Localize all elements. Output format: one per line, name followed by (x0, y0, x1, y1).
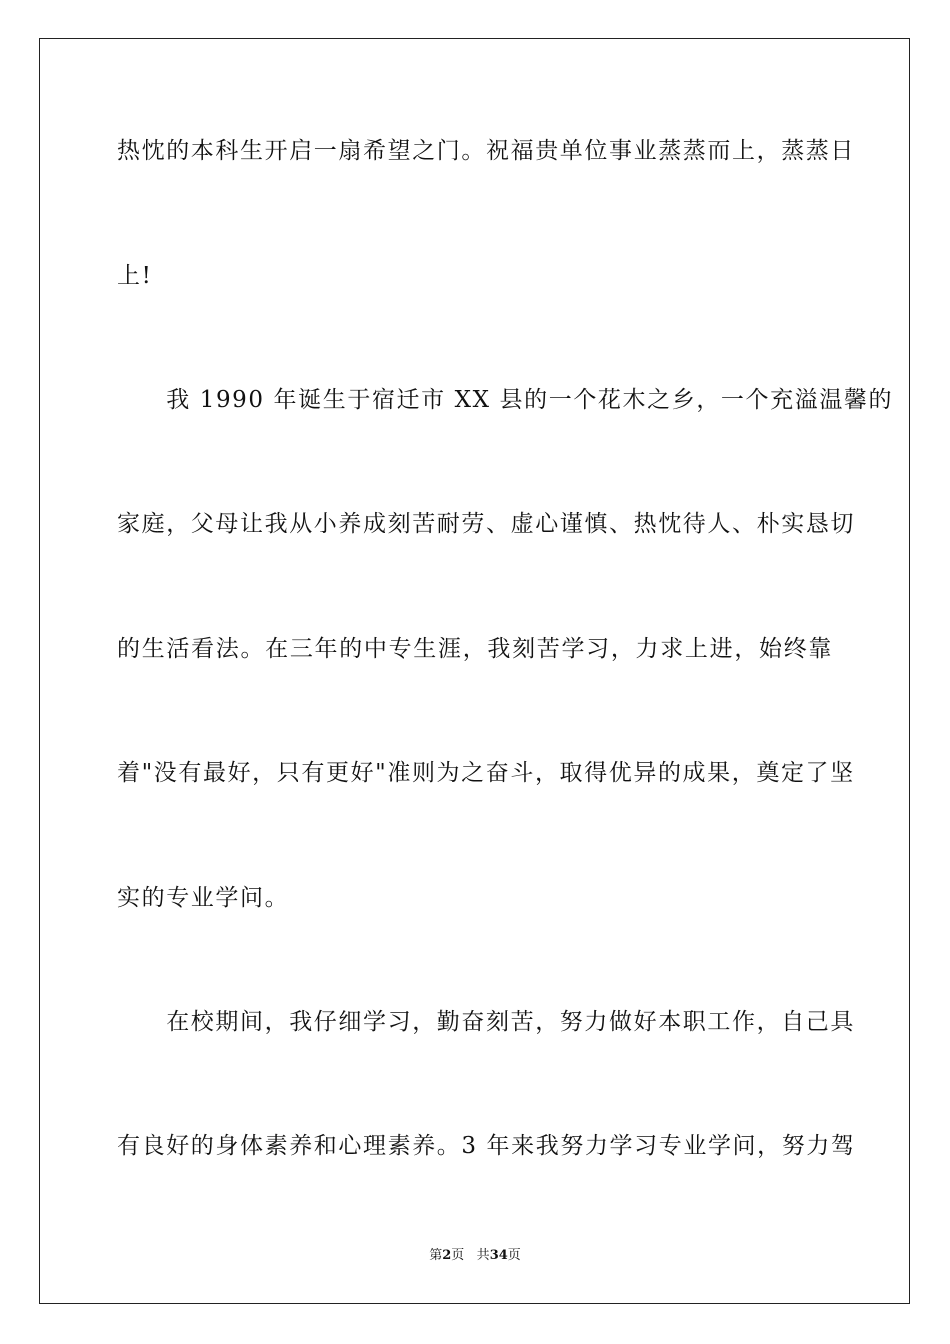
text-line-9: 有良好的身体素养和心理素养。3 年来我努力学习专业学问，努力驾 (117, 1133, 856, 1159)
footer-total-suffix: 页 (507, 1248, 521, 1263)
footer-page-number: 2 (442, 1248, 452, 1263)
page-footer (0, 1247, 950, 1265)
text-line-6: 着"没有最好，只有更好"准则为之奋斗，取得优异的成果，奠定了坚 (117, 760, 855, 786)
footer-total-pages: 34 (489, 1248, 508, 1263)
text-line-5: 的生活看法。在三年的中专生涯，我刻苦学习，力求上进，始终靠 (117, 636, 833, 662)
text-line-8: 在校期间，我仔细学习，勤奋刻苦，努力做好本职工作，自己具 (117, 1009, 855, 1035)
text-line-1: 热忱的本科生开启一扇希望之门。祝福贵单位事业蒸蒸而上，蒸蒸日 (117, 138, 855, 164)
footer-total-prefix: 共 (476, 1248, 490, 1263)
page-border (39, 38, 910, 1304)
footer-prefix: 第 (429, 1248, 443, 1263)
text-line-4: 家庭，父母让我从小养成刻苦耐劳、虚心谨慎、热忱待人、朴实恳切 (117, 511, 855, 537)
text-line-3: 我 1990 年诞生于宿迁市 XX 县的一个花木之乡，一个充溢温馨的 (117, 387, 894, 413)
text-line-2: 上! (117, 263, 153, 289)
text-line-7: 实的专业学问。 (117, 885, 290, 911)
footer-page-suffix: 页 (451, 1248, 465, 1263)
